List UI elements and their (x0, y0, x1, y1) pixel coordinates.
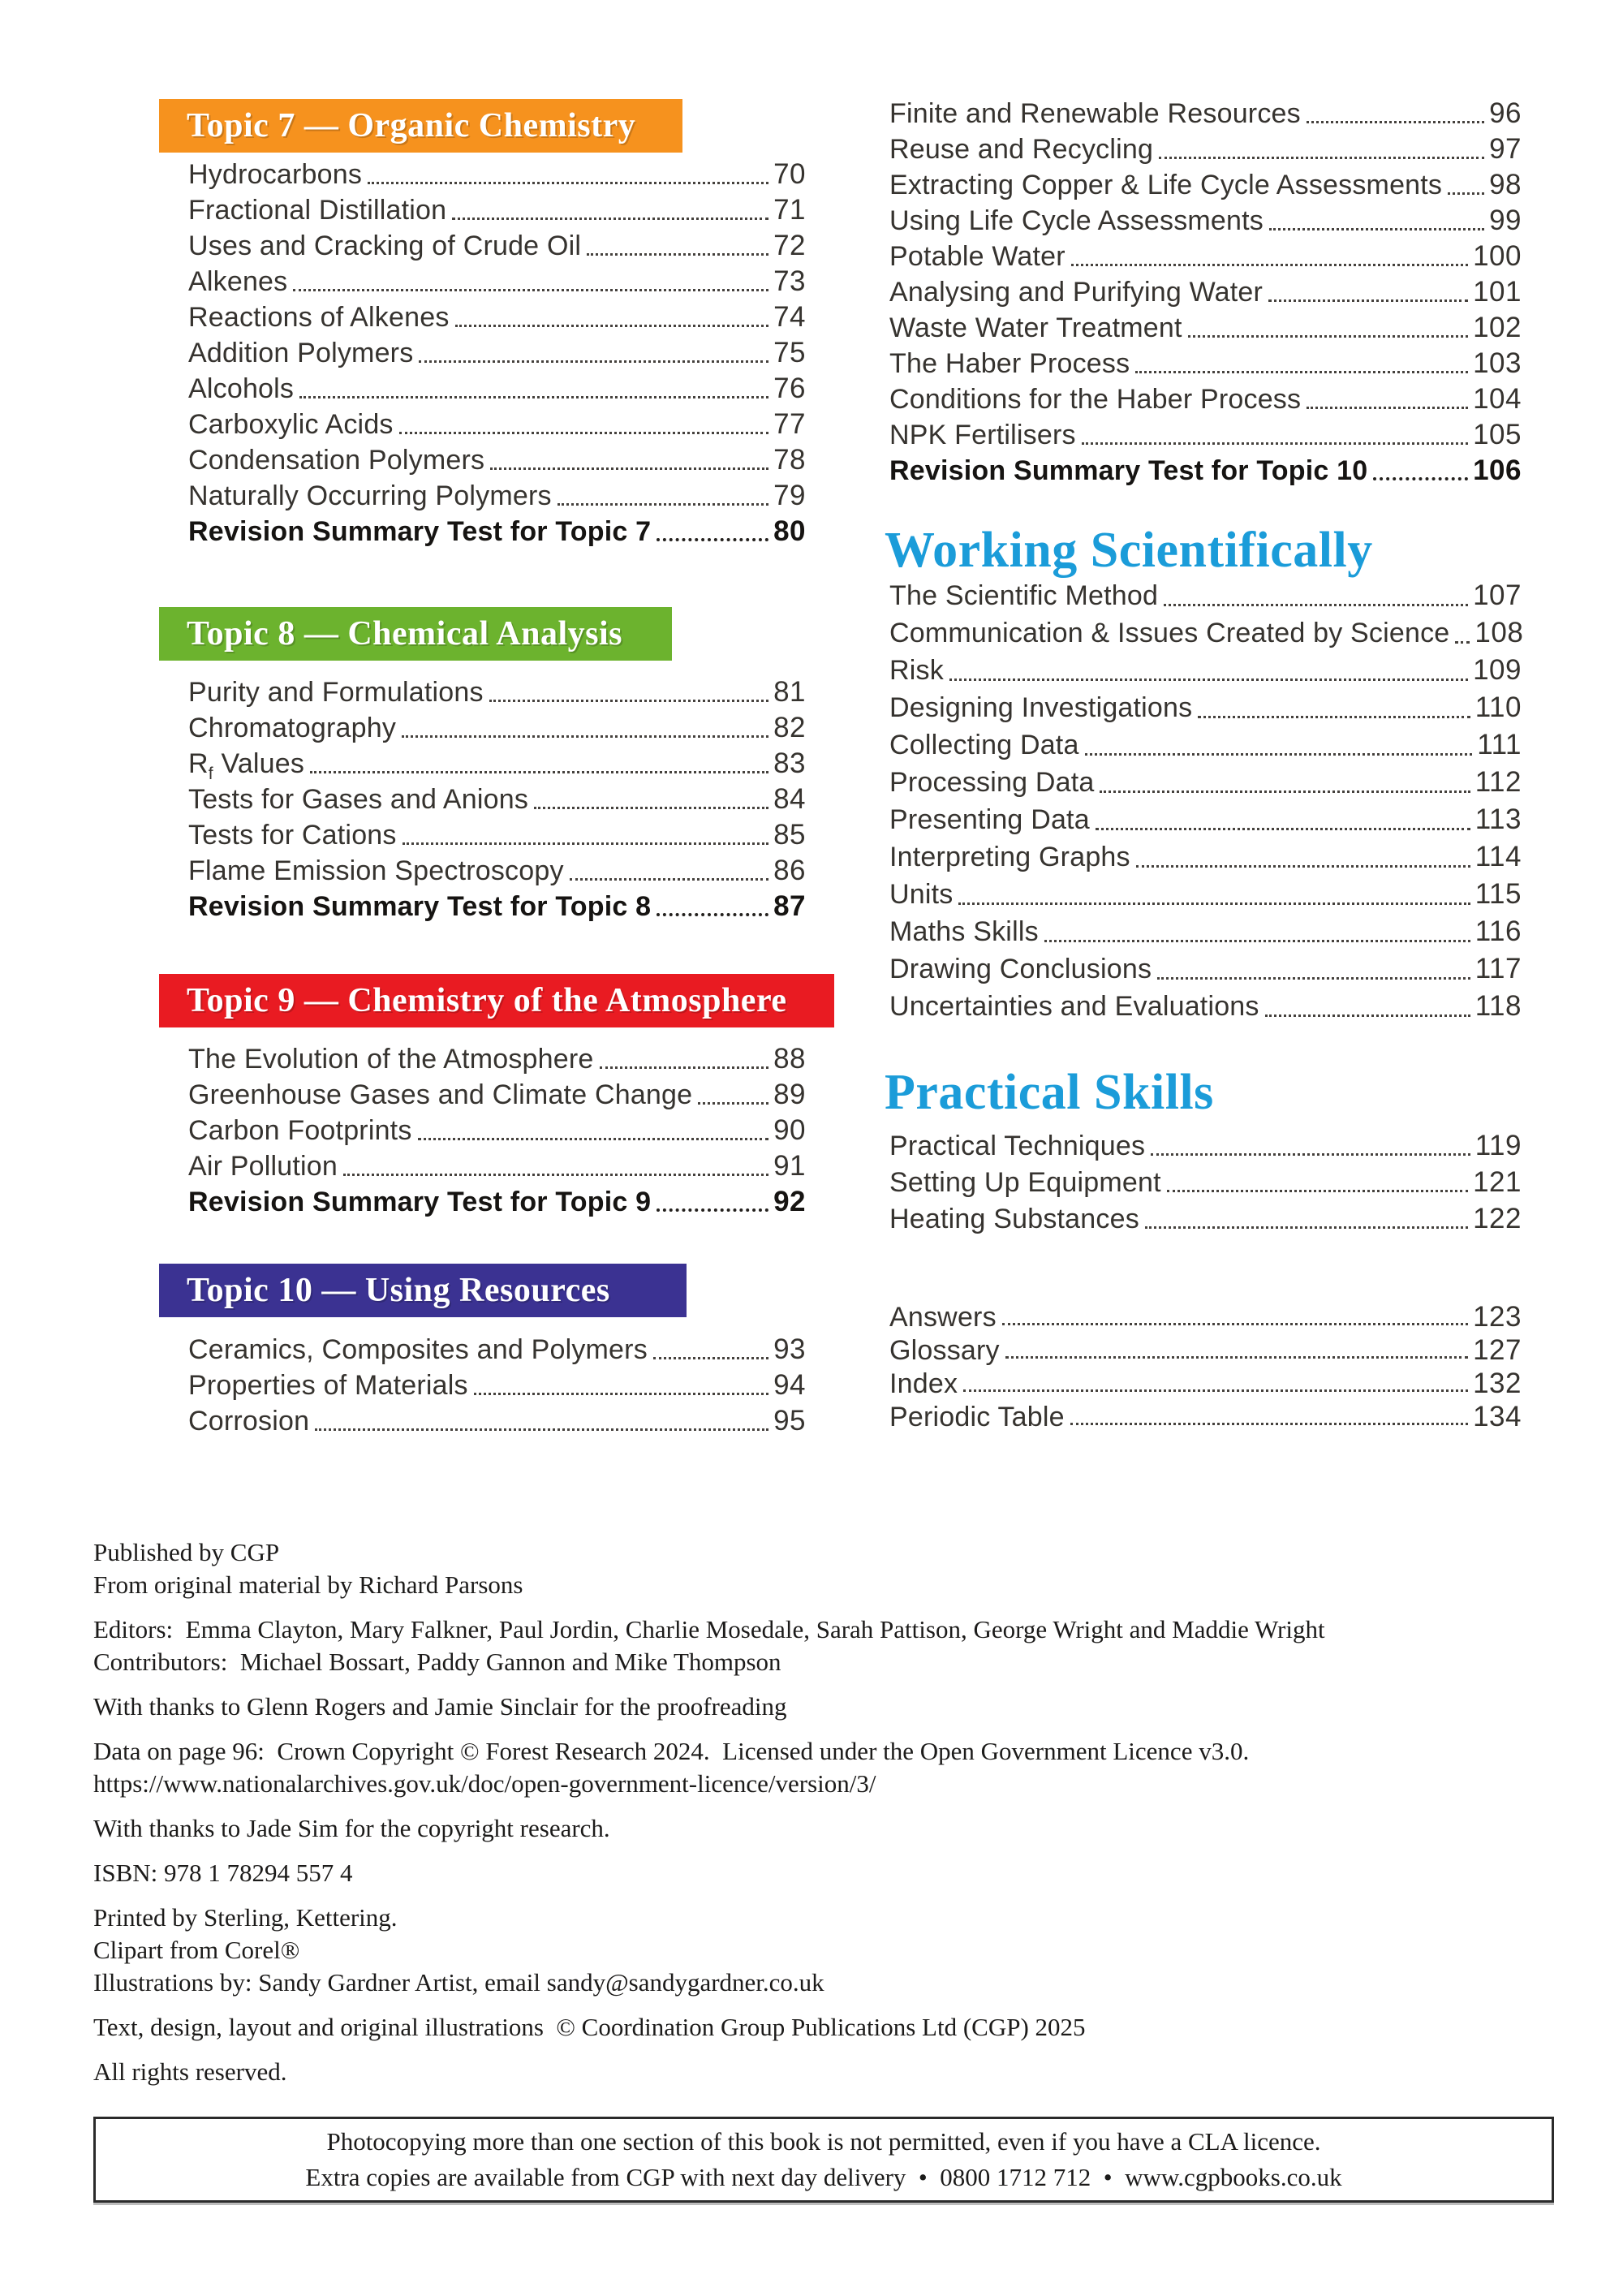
toc-entry-label: NPK Fertilisers (889, 420, 1076, 450)
imprint-line: Editors: Emma Clayton, Mary Falkner, Paul Jordin, Charlie Mosedale, Sarah Pattison, George Wright and Maddie Wright (93, 1615, 1325, 1643)
toc-entry-label: The Evolution of the Atmosphere (188, 1044, 594, 1075)
toc-row (188, 889, 806, 924)
toc-row (889, 1164, 1522, 1200)
toc-row (188, 1332, 806, 1368)
imprint-line: Published by CGP (93, 1538, 280, 1566)
toc-page-number: 71 (773, 194, 806, 226)
toc-row (889, 310, 1522, 346)
notice-line-1: Photocopying more than one section of this book is not permitted, even if you have a CLA licence. (326, 2127, 1321, 2156)
toc-entry-label: Addition Polymers (188, 338, 414, 368)
toc-page-number: 96 (1489, 97, 1522, 129)
dotted-leader (368, 182, 768, 184)
toc-row (889, 838, 1522, 876)
toc-page-number: 80 (773, 515, 806, 547)
topic9-section-title: Topic 9 — Chemistry of the Atmosphere (187, 982, 787, 1019)
toc-entry-label: Air Pollution (188, 1151, 338, 1182)
toc-entry-label: Collecting Data (889, 730, 1079, 760)
toc-page-number: 111 (1477, 729, 1522, 760)
topic8-section-title: Topic 8 — Chemical Analysis (187, 615, 623, 653)
toc-page-number: 105 (1473, 419, 1522, 450)
toc-row (889, 801, 1522, 838)
toc-row (188, 674, 806, 710)
toc-entry-label: Condensation Polymers (188, 445, 485, 476)
dotted-leader (399, 432, 768, 434)
dotted-leader (657, 538, 768, 541)
toc-entry-label: Alcohols (188, 373, 295, 404)
toc-row (889, 1200, 1522, 1237)
toc-entry-label: Heating Substances (889, 1204, 1139, 1234)
dotted-leader (1307, 407, 1468, 409)
toc-entry-label: Revision Summary Test for Topic 7 (188, 516, 652, 547)
toc-row (188, 157, 806, 192)
dotted-leader (293, 289, 768, 291)
toc-entry-label: Conditions for the Haber Process (889, 384, 1302, 415)
toc-row (188, 192, 806, 228)
dotted-leader (1082, 442, 1468, 445)
toc-page-number: 121 (1473, 1166, 1522, 1198)
toc-entry-label: Finite and Renewable Resources (889, 98, 1301, 129)
toc-page-number: 109 (1473, 654, 1522, 686)
practical-skills-entries (889, 1127, 1522, 1237)
toc-row (889, 346, 1522, 381)
imprint-paragraph (93, 1902, 1558, 1999)
imprint-line: From original material by Richard Parsons (93, 1570, 523, 1599)
imprint-paragraph (93, 2011, 1558, 2044)
toc-page-number: 78 (773, 444, 806, 476)
toc-page-number: 91 (773, 1150, 806, 1182)
toc-row (188, 1184, 806, 1220)
toc-page-number: 117 (1474, 953, 1522, 984)
working-scientifically-entries (889, 577, 1522, 1025)
toc-page-number: 82 (773, 712, 806, 743)
toc-entry-label: Ceramics, Composites and Polymers (188, 1334, 648, 1365)
toc-row (188, 746, 806, 782)
toc-entry-label: Communication & Issues Created by Science (889, 618, 1450, 648)
end-matter-entries (889, 1300, 1522, 1433)
toc-row (188, 1113, 806, 1148)
dotted-leader (1198, 716, 1470, 718)
toc-entry-label: Answers (889, 1302, 997, 1333)
topic10-section-title: Topic 10 — Using Resources (187, 1272, 610, 1309)
imprint-line: Printed by Sterling, Kettering. (93, 1903, 398, 1932)
toc-row (889, 239, 1522, 274)
toc-row (889, 1300, 1522, 1333)
toc-row (188, 407, 806, 442)
dotted-leader (315, 1428, 768, 1431)
toc-row (889, 950, 1522, 988)
toc-entry-label: Uses and Cracking of Crude Oil (188, 230, 582, 261)
toc-page-number: 89 (773, 1079, 806, 1110)
toc-row (889, 652, 1522, 689)
toc-row (188, 371, 806, 407)
toc-entry-label: Fractional Distillation (188, 195, 447, 226)
toc-entry-label: Waste Water Treatment (889, 312, 1182, 343)
dotted-leader (1096, 828, 1470, 830)
dotted-leader (1307, 121, 1484, 123)
toc-page-number: 102 (1473, 312, 1522, 343)
toc-entry-label: Glossary (889, 1335, 1000, 1366)
dotted-leader (958, 902, 1470, 905)
toc-row (188, 335, 806, 371)
toc-row (188, 782, 806, 817)
toc-page-number: 92 (773, 1186, 806, 1217)
toc-row (889, 1333, 1522, 1367)
toc-page-number: 70 (773, 158, 806, 190)
notice-line-2: Extra copies are available from CGP with next day delivery • 0800 1712 712 • www.cgpbooks.co.uk (305, 2163, 1342, 2191)
toc-row (188, 478, 806, 514)
dotted-leader (657, 913, 768, 916)
toc-entry-label: Analysing and Purifying Water (889, 277, 1263, 308)
dotted-leader (534, 807, 768, 809)
dotted-leader (299, 396, 768, 398)
dotted-leader (490, 467, 768, 470)
toc-page-number: 114 (1474, 841, 1522, 872)
imprint-paragraph (93, 1735, 1558, 1800)
toc-row (188, 1077, 806, 1113)
dotted-leader (657, 1208, 768, 1212)
toc-entry-label: Revision Summary Test for Topic 8 (188, 891, 652, 922)
toc-page-number: 93 (773, 1333, 806, 1365)
dotted-leader (1005, 1356, 1468, 1359)
toc-entry-label: Tests for Cations (188, 820, 397, 851)
dotted-leader (949, 678, 1468, 681)
topic8-section-header (159, 607, 672, 661)
toc-row (188, 514, 806, 549)
toc-page-number: 74 (773, 301, 806, 333)
dotted-leader (1157, 977, 1470, 980)
toc-page-number: 81 (773, 676, 806, 708)
imprint-paragraph (93, 1613, 1558, 1678)
toc-row (889, 726, 1522, 764)
toc-row (889, 689, 1522, 726)
toc-entry-label: The Scientific Method (889, 580, 1159, 611)
toc-page-number: 83 (773, 747, 806, 779)
toc-entry-label: Drawing Conclusions (889, 954, 1152, 984)
toc-row (188, 710, 806, 746)
toc-page-number: 122 (1473, 1203, 1522, 1234)
practical-skills-heading: Practical Skills (885, 1065, 1214, 1120)
dotted-leader (1167, 1190, 1468, 1192)
toc-entry-label: Using Life Cycle Assessments (889, 205, 1264, 236)
dotted-leader (1188, 335, 1468, 338)
toc-page-number: 113 (1474, 803, 1522, 835)
toc-row (889, 614, 1522, 652)
toc-entry-label: Revision Summary Test for Topic 10 (889, 455, 1368, 486)
toc-entry-label: Processing Data (889, 767, 1095, 798)
toc-page-number: 84 (773, 783, 806, 815)
toc-row (188, 299, 806, 335)
toc-row (889, 1400, 1522, 1433)
toc-entry-label: Reactions of Alkenes (188, 302, 450, 333)
working-scientifically-heading: Working Scientifically (885, 523, 1373, 578)
toc-page-number: 115 (1474, 878, 1522, 910)
toc-page-number: 75 (773, 337, 806, 368)
dotted-leader (418, 1138, 769, 1140)
toc-entry-label: Index (889, 1368, 958, 1399)
toc-row (889, 417, 1522, 453)
toc-row (188, 817, 806, 853)
dotted-leader (1159, 157, 1484, 159)
toc-entry-label: The Haber Process (889, 348, 1130, 379)
toc-row (889, 453, 1522, 489)
toc-row (188, 1148, 806, 1184)
toc-row (889, 96, 1522, 131)
imprint-line: Clipart from Corel® (93, 1936, 300, 1964)
dotted-leader (474, 1393, 768, 1395)
dotted-leader (455, 325, 769, 327)
toc-row (889, 913, 1522, 950)
dotted-leader (1044, 940, 1470, 942)
toc-page-number: 119 (1474, 1130, 1522, 1161)
toc-entry-label: Presenting Data (889, 804, 1090, 835)
toc-row (889, 274, 1522, 310)
topic7-section-header (159, 99, 682, 153)
toc-entry-label: Hydrocarbons (188, 159, 363, 190)
toc-entry-label: Potable Water (889, 241, 1065, 272)
toc-entry-label: Greenhouse Gases and Climate Change (188, 1079, 693, 1110)
topic10-entries (188, 1332, 806, 1439)
dotted-leader (1136, 865, 1470, 868)
toc-page-number: 94 (773, 1369, 806, 1401)
toc-page-number: 112 (1474, 766, 1522, 798)
topic7-section-title: Topic 7 — Organic Chemistry (187, 107, 636, 144)
dotted-leader (698, 1102, 768, 1105)
imprint-line: With thanks to Glenn Rogers and Jamie Sinclair for the proofreading (93, 1692, 787, 1721)
toc-entry-label: Reuse and Recycling (889, 134, 1154, 165)
toc-entry-label: Corrosion (188, 1406, 310, 1437)
topic10-continued-entries (889, 96, 1522, 489)
toc-row (188, 1403, 806, 1439)
toc-page-number: 101 (1473, 276, 1522, 308)
dotted-leader (343, 1174, 768, 1176)
toc-page-number: 104 (1473, 383, 1522, 415)
toc-page-number: 103 (1473, 347, 1522, 379)
toc-row (889, 131, 1522, 167)
toc-page-number: 100 (1473, 240, 1522, 272)
dotted-leader (1070, 1423, 1468, 1425)
toc-entry-label: Uncertainties and Evaluations (889, 991, 1259, 1022)
toc-page-number: 110 (1474, 691, 1522, 723)
imprint-paragraph (93, 2056, 1558, 2088)
imprint-line: Text, design, layout and original illustrations © Coordination Group Publications Ltd (CGP) 2025 (93, 2013, 1086, 2041)
toc-entry-label: Designing Investigations (889, 692, 1193, 723)
toc-page-number: 86 (773, 855, 806, 886)
toc-page-number: 106 (1473, 454, 1522, 486)
toc-row (889, 876, 1522, 913)
toc-page-number: 127 (1473, 1334, 1522, 1366)
toc-entry-label: $R_f$ Values (188, 748, 305, 783)
toc-page-number: 107 (1473, 579, 1522, 611)
toc-entry-label: Properties of Materials (188, 1370, 468, 1401)
topic8-entries (188, 674, 806, 924)
dotted-leader (1002, 1323, 1468, 1325)
toc-page-number: 85 (773, 819, 806, 851)
dotted-leader (1455, 641, 1470, 644)
dotted-leader (1164, 604, 1468, 606)
imprint-paragraph (93, 1536, 1558, 1601)
toc-row (889, 381, 1522, 417)
toc-page-number: 108 (1474, 617, 1524, 648)
toc-row (889, 577, 1522, 614)
dotted-leader (1145, 1226, 1468, 1229)
toc-page-number: 77 (773, 408, 806, 440)
toc-row (188, 264, 806, 299)
dotted-leader (1269, 228, 1484, 230)
toc-row (889, 1367, 1522, 1400)
dotted-leader (1151, 1153, 1470, 1156)
topic7-entries (188, 157, 806, 549)
dotted-leader (1100, 790, 1470, 793)
toc-page-number: 90 (773, 1114, 806, 1146)
imprint-line: All rights reserved. (93, 2057, 287, 2086)
toc-entry-label: Periodic Table (889, 1402, 1065, 1432)
dotted-leader (1085, 753, 1473, 756)
toc-page-number: 88 (773, 1043, 806, 1075)
toc-entry-label: Tests for Gases and Anions (188, 784, 529, 815)
toc-entry-label: Risk (889, 655, 944, 686)
toc-entry-label: Maths Skills (889, 916, 1039, 947)
toc-entry-label: Extracting Copper & Life Cycle Assessments (889, 170, 1443, 200)
toc-row (188, 853, 806, 889)
toc-entry-label: Revision Summary Test for Topic 9 (188, 1187, 652, 1217)
photocopying-notice-box (93, 2117, 1554, 2203)
toc-page-number: 118 (1474, 990, 1522, 1022)
topic9-entries (188, 1041, 806, 1220)
toc-page-number: 73 (773, 265, 806, 297)
toc-page-number: 72 (773, 230, 806, 261)
imprint-line: With thanks to Jade Sim for the copyright research. (93, 1814, 610, 1842)
toc-entry-label: Units (889, 879, 954, 910)
dotted-leader (1448, 192, 1484, 195)
toc-entry-label: Naturally Occurring Polymers (188, 480, 552, 511)
toc-row (889, 1127, 1522, 1164)
toc-page-number: 76 (773, 373, 806, 404)
dotted-leader (310, 771, 768, 773)
imprint-line: Contributors: Michael Bossart, Paddy Gannon and Mike Thompson (93, 1648, 781, 1676)
topic10-section-header (159, 1264, 687, 1317)
toc-row (889, 988, 1522, 1025)
topic9-section-header (159, 974, 834, 1027)
toc-entry-label: Alkenes (188, 266, 288, 297)
toc-entry-label: Carbon Footprints (188, 1115, 412, 1146)
dotted-leader (570, 878, 768, 881)
dotted-leader (403, 842, 768, 845)
imprint-block (93, 1536, 1558, 2100)
dotted-leader (1135, 371, 1468, 373)
dotted-leader (489, 700, 768, 702)
toc-entry-label: Purity and Formulations (188, 677, 484, 708)
toc-row (188, 1041, 806, 1077)
dotted-leader (452, 218, 768, 220)
toc-page-number: 123 (1473, 1301, 1522, 1333)
toc-row (889, 167, 1522, 203)
toc-page-number: 134 (1473, 1401, 1522, 1432)
imprint-paragraph (93, 1691, 1558, 1723)
toc-entry-label: Practical Techniques (889, 1131, 1146, 1161)
dotted-leader (653, 1357, 768, 1359)
imprint-line: Illustrations by: Sandy Gardner Artist, email sandy@sandygardner.co.uk (93, 1968, 824, 1997)
dotted-leader (1268, 299, 1468, 302)
toc-page-number: 79 (773, 480, 806, 511)
dotted-leader (600, 1066, 769, 1069)
toc-row (889, 764, 1522, 801)
dotted-leader (1071, 264, 1468, 266)
toc-entry-label: Flame Emission Spectroscopy (188, 855, 564, 886)
toc-page-number: 87 (773, 890, 806, 922)
dotted-leader (1265, 1014, 1470, 1017)
toc-page-number: 116 (1474, 915, 1522, 947)
toc-row (188, 228, 806, 264)
dotted-leader (1373, 477, 1468, 480)
dotted-leader (419, 360, 768, 363)
toc-row (188, 442, 806, 478)
toc-page-number: 132 (1473, 1368, 1522, 1399)
dotted-leader (558, 503, 768, 506)
dotted-leader (402, 735, 768, 738)
toc-page-number: 98 (1489, 169, 1522, 200)
toc-entry-label: Chromatography (188, 713, 397, 743)
imprint-line: Data on page 96: Crown Copyright © Forest Research 2024. Licensed under the Open Government Licence v3.0. (93, 1737, 1250, 1765)
imprint-line: ISBN: 978 1 78294 557 4 (93, 1859, 353, 1887)
imprint-line: https://www.nationalarchives.gov.uk/doc/open-government-licence/version/3/ (93, 1769, 876, 1798)
toc-entry-label: Carboxylic Acids (188, 409, 394, 440)
toc-page-number: 99 (1489, 205, 1522, 236)
dotted-leader (587, 253, 768, 256)
toc-page-number: 95 (773, 1405, 806, 1437)
toc-entry-label: Interpreting Graphs (889, 842, 1130, 872)
toc-entry-label: Setting Up Equipment (889, 1167, 1161, 1198)
toc-page-number: 97 (1489, 133, 1522, 165)
toc-row (188, 1368, 806, 1403)
imprint-paragraph (93, 1812, 1558, 1845)
imprint-paragraph (93, 1857, 1558, 1889)
toc-row (889, 203, 1522, 239)
dotted-leader (963, 1389, 1468, 1392)
